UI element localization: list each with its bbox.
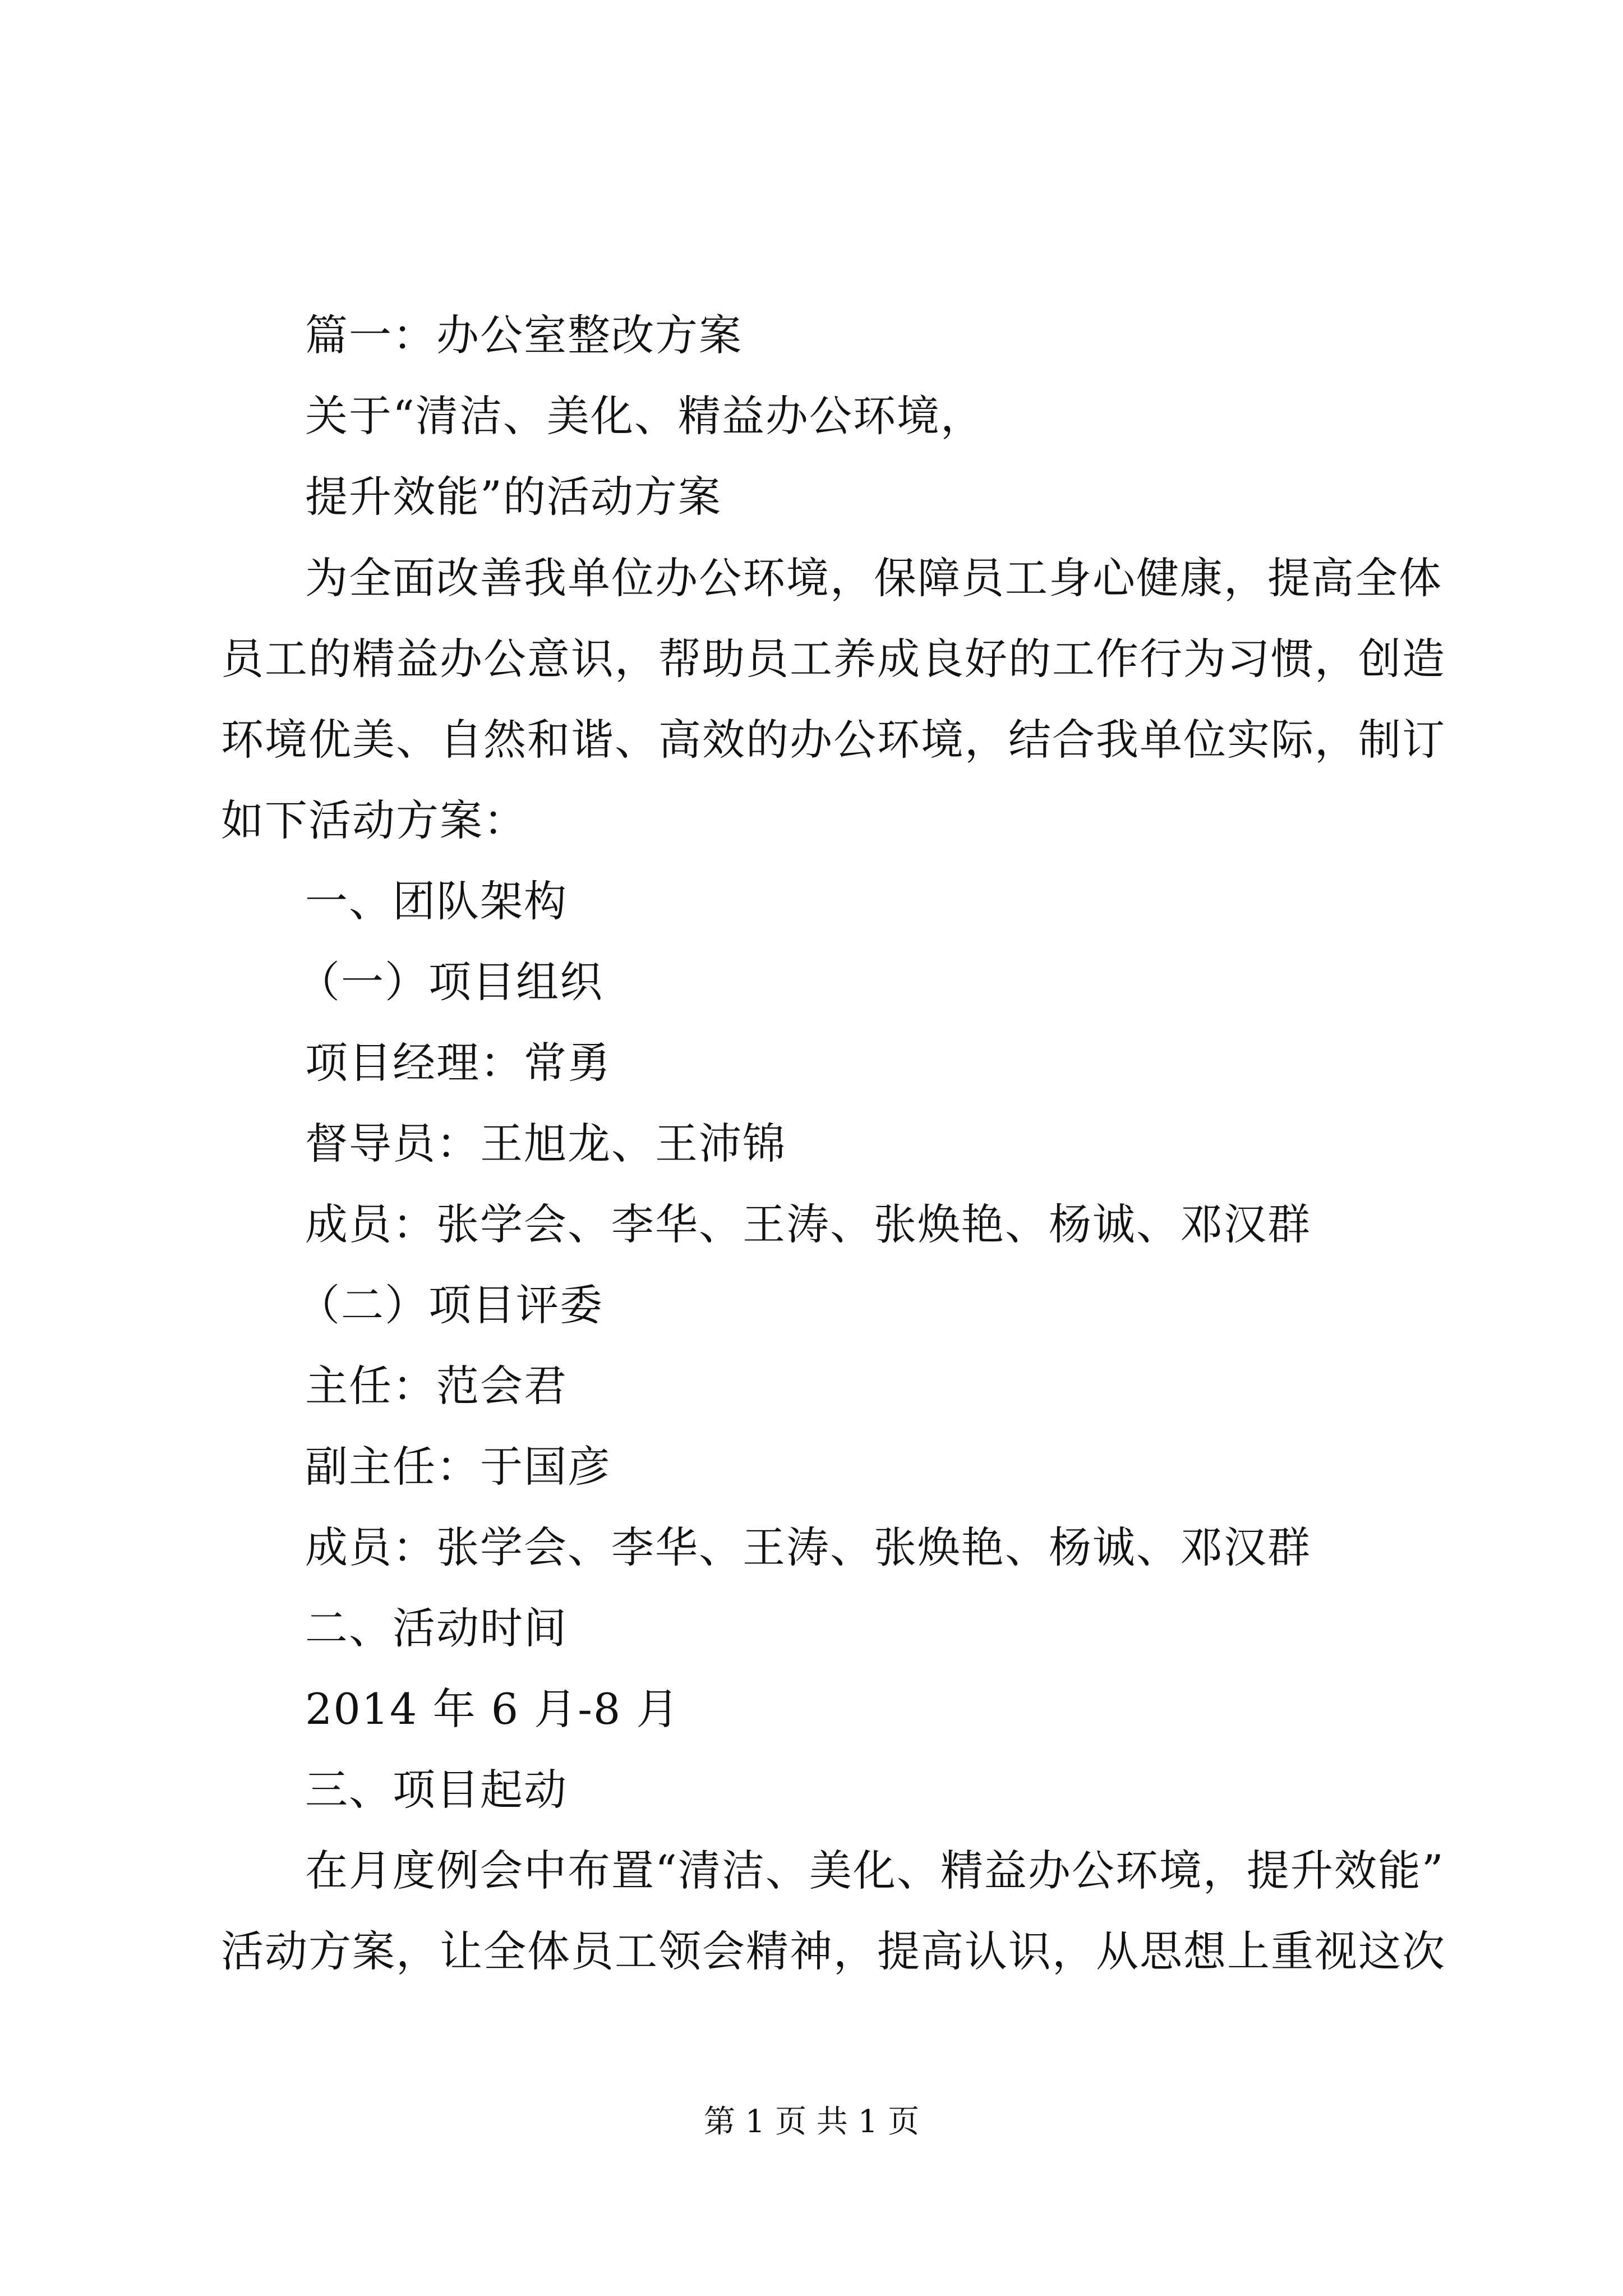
subsection-2-title: （二）项目评委 bbox=[297, 1280, 603, 1330]
intro-line-3: 环境优美、自然和谐、高效的办公环境，结合我单位实际，制订 bbox=[221, 715, 1446, 765]
members-list-2: 成员：张学会、李华、王涛、张焕艳、杨诚、邓汉群 bbox=[305, 1522, 1311, 1572]
title-line-1: 关于“清洁、美化、精益办公环境， bbox=[305, 391, 984, 441]
deputy-director: 副主任：于国彦 bbox=[305, 1442, 611, 1492]
section-1-title: 一、团队架构 bbox=[305, 876, 568, 926]
activity-date: 2014 年 6 月-8 月 bbox=[305, 1684, 680, 1734]
intro-line-2: 员工的精益办公意识，帮助员工养成良好的工作行为习惯，创造 bbox=[221, 634, 1446, 684]
director: 主任：范会君 bbox=[305, 1361, 568, 1411]
project-manager: 项目经理：常勇 bbox=[305, 1038, 611, 1088]
supervisor: 督导员：王旭龙、王沛锦 bbox=[305, 1119, 786, 1168]
page-footer: 第 1 页 共 1 页 bbox=[703, 2104, 920, 2140]
section-3-body-line-2: 活动方案，让全体员工领会精神，提高认识，从思想上重视这次 bbox=[221, 1926, 1446, 1976]
intro-line-1: 为全面改善我单位办公环境，保障员工身心健康，提高全体 bbox=[305, 553, 1442, 603]
section-3-body-line-1: 在月度例会中布置“清洁、美化、精益办公环境，提升效能” bbox=[305, 1846, 1445, 1895]
title-line-2: 提升效能”的活动方案 bbox=[305, 472, 722, 522]
intro-line-4: 如下活动方案： bbox=[221, 795, 527, 845]
subsection-1-title: （一）项目组织 bbox=[297, 957, 603, 1007]
section-3-title: 三、项目起动 bbox=[305, 1765, 568, 1815]
doc-heading: 篇一：办公室整改方案 bbox=[305, 310, 743, 360]
section-2-title: 二、活动时间 bbox=[305, 1603, 568, 1653]
members-list-1: 成员：张学会、李华、王涛、张焕艳、杨诚、邓汉群 bbox=[305, 1199, 1311, 1249]
